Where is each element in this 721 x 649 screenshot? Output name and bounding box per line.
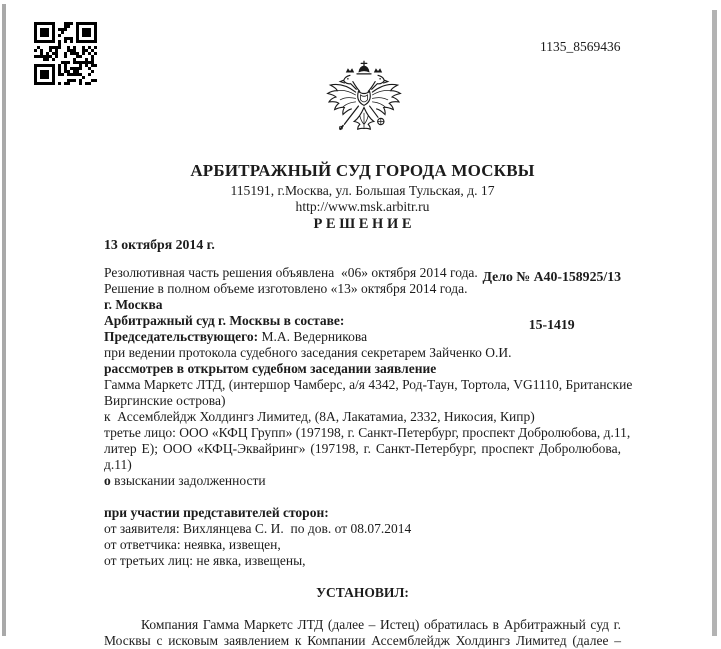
text-line: Решение в полном объеме изготовлено «13» октября 2014 года. — [104, 281, 468, 296]
case-number-line1: Дело № А40-158925/13 — [482, 269, 621, 284]
text-line: рассмотрев в открытом судебном заседании заявление — [104, 361, 437, 376]
text-line: д.11) — [104, 457, 132, 472]
case-number-line2: 15-1419 — [528, 317, 575, 332]
blank-line — [104, 601, 621, 617]
text-line: Виргинские острова) — [104, 393, 226, 408]
court-url: http://www.msk.arbitr.ru — [295, 199, 430, 214]
text-line-bold-prefix: Председательствующего: — [104, 329, 259, 344]
text-line: третье лицо: ООО «КФЦ Групп» (197198, г. Санкт-Петербург, проспект Добролюбова, д.11, — [104, 425, 631, 440]
court-address: 115191, г.Москва, ул. Большая Тульская, д. 17 — [230, 183, 495, 198]
page-edge-shadow-right — [712, 10, 717, 636]
text-line: УСТАНОВИЛ: — [316, 585, 409, 600]
text-line-bold-prefix: о — [104, 473, 111, 488]
text-line — [104, 329, 621, 345]
text-line: Компания Гамма Маркетс ЛТД (далее – Истец) обратилась в Арбитражный суд г. — [141, 617, 621, 632]
page-edge-shadow-left — [2, 4, 6, 636]
text-line: литер Е); ООО «КФЦ-Эквайринг» (197198, г. Санкт-Петербург, проспект Добролюбова, — [104, 441, 621, 456]
text-line: Арбитражный суд г. Москвы в составе: — [104, 313, 345, 328]
blank-line — [104, 489, 621, 505]
text-line: при ведении протокола судебного заседания секретарем Зайченко О.И. — [104, 345, 512, 360]
text-line: Москвы с исковым заявлением к Компании Ассемблейдж Холдингз Лимитед (далее – — [104, 633, 621, 648]
text-line: г. Москва — [104, 297, 163, 312]
document-type-heading: Р Е Ш Е Н И Е — [313, 216, 412, 232]
qr-code — [26, 14, 104, 92]
text-line-rest: М.А. Ведерникова — [258, 329, 368, 344]
blank-line — [104, 569, 621, 585]
qr-code-image — [34, 22, 97, 85]
text-line: от третьих лиц: не явка, извещены, — [104, 553, 306, 568]
file-number: 1135_8569436 — [540, 39, 621, 54]
text-line-rest: взыскании задолженности — [110, 473, 266, 488]
text-line: при участии представителей сторон: — [104, 505, 329, 520]
text-line: к Ассемблейдж Холдингз Лимитед, (8А, Лакатамиа, 2332, Никосия, Кипр) — [104, 409, 535, 424]
text-line: Гамма Маркетс ЛТД, (интершор Чамберс, а/я 4342, Род-Таун, Тортола, VG1110, Британские — [104, 377, 633, 392]
document-body — [104, 265, 633, 649]
text-line: от ответчика: неявка, извещен, — [104, 537, 281, 552]
court-name: АРБИТРАЖНЫЙ СУД ГОРОДА МОСКВЫ — [190, 161, 535, 180]
russia-coat-of-arms-icon — [322, 58, 406, 150]
text-line — [104, 473, 621, 489]
decision-date: 13 октября 2014 г. — [104, 237, 215, 252]
text-line: от заявителя: Вихлянцева С. И. по дов. от 08.07.2014 — [104, 521, 412, 536]
text-line: Резолютивная часть решения объявлена «06» октября 2014 года. — [104, 265, 478, 280]
